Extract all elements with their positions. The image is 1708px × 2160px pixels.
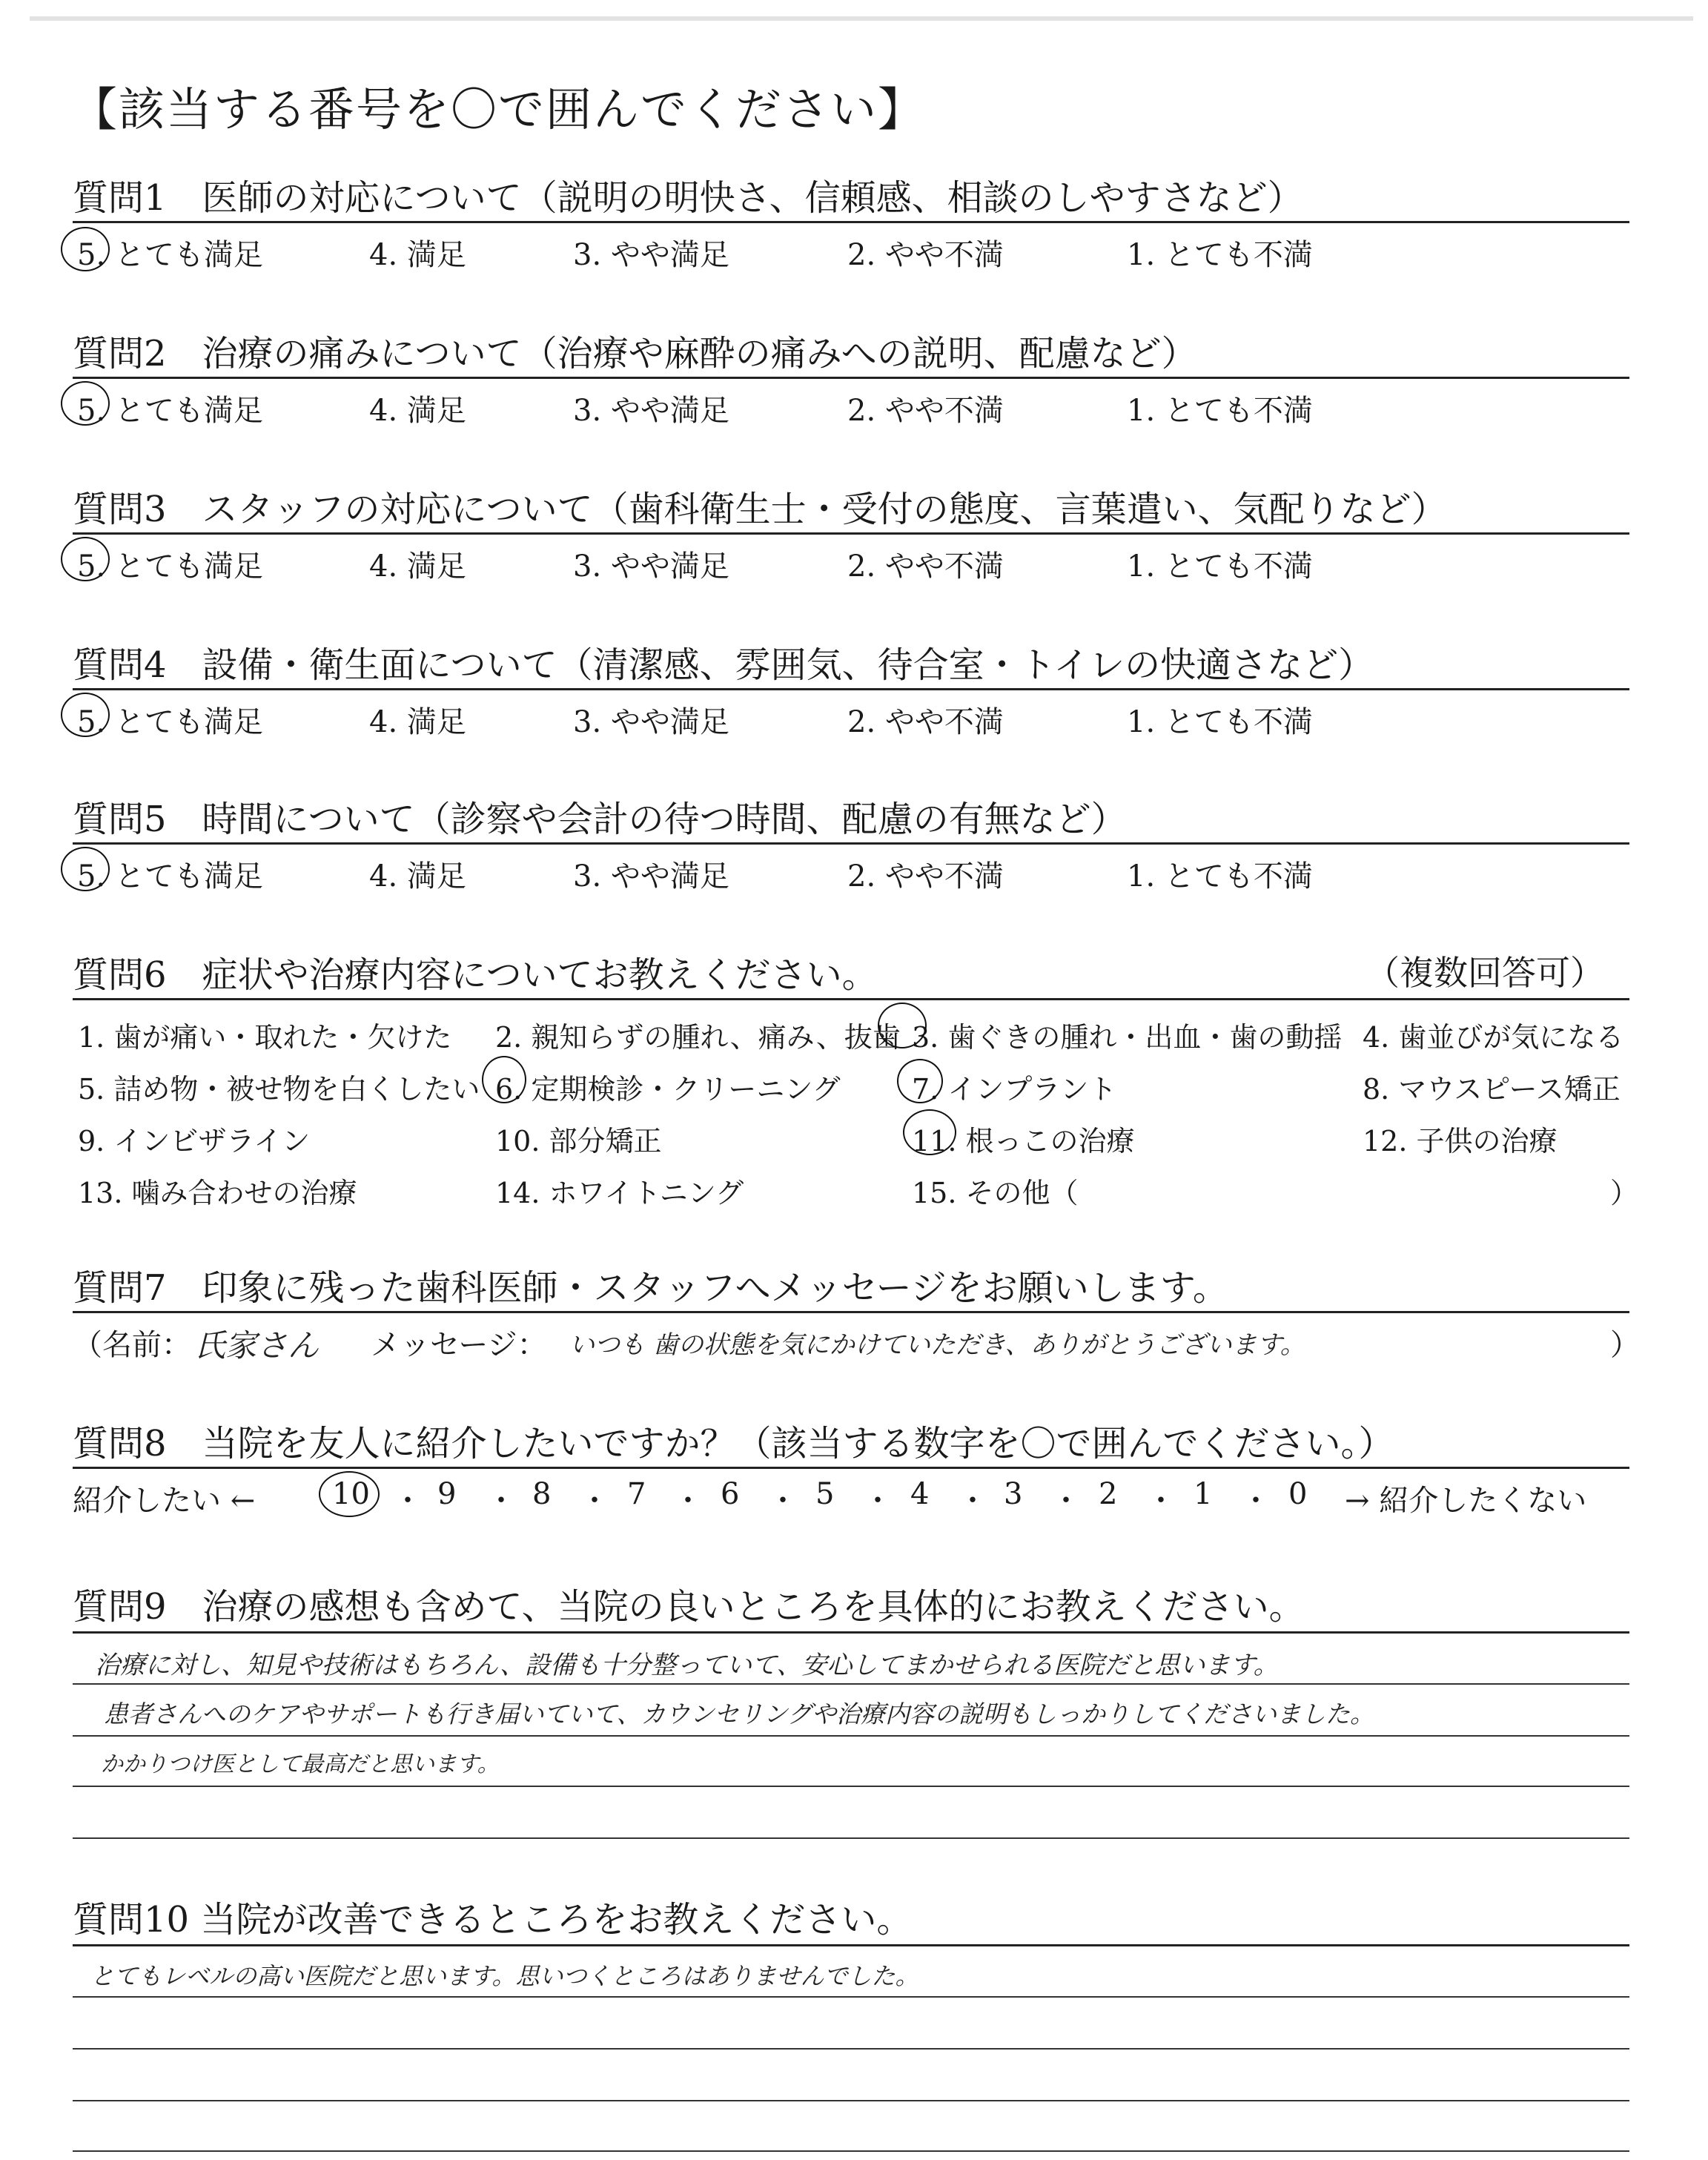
- q6-item-6[interactable]: 6. 定期検診・クリーニング: [495, 1073, 841, 1106]
- option-3[interactable]: 3. やや満足: [573, 705, 729, 739]
- q6-item-8[interactable]: 8. マウスピース矯正: [1363, 1073, 1621, 1106]
- message-close: ）: [1610, 1328, 1640, 1362]
- scale-9[interactable]: 9: [437, 1477, 457, 1511]
- question-1-title: 質問1 医師の対応について（説明の明快さ、信頼感、相談のしやすさなど）: [73, 177, 1303, 219]
- option-5[interactable]: 5. とても満足: [77, 705, 263, 739]
- scan-top-edge: [30, 16, 1693, 21]
- option-2[interactable]: 2. やや不満: [847, 394, 1004, 428]
- message-value[interactable]: いつも 歯の状態を気にかけていただき、ありがとうございます。: [569, 1330, 1305, 1360]
- q6-item-10[interactable]: 10. 部分矯正: [495, 1125, 662, 1157]
- scale-5[interactable]: 5: [815, 1477, 835, 1511]
- scale-separator: ・: [1241, 1484, 1271, 1518]
- option-3[interactable]: 3. やや満足: [573, 859, 729, 894]
- option-3[interactable]: 3. やや満足: [573, 394, 729, 428]
- option-4[interactable]: 4. 満足: [369, 394, 466, 428]
- q6-item-11[interactable]: 11. 根っこの治療: [912, 1125, 1135, 1157]
- form-header: 【該当する番号を〇で囲んでください】: [71, 82, 926, 136]
- answer-line: [73, 2048, 1629, 2050]
- q6-item-9[interactable]: 9. インビザライン: [78, 1125, 311, 1157]
- scale-10[interactable]: 10: [332, 1477, 370, 1511]
- option-1[interactable]: 1. とても不満: [1127, 394, 1313, 428]
- scale-3[interactable]: 3: [1004, 1477, 1023, 1511]
- option-5[interactable]: 5. とても満足: [77, 238, 263, 272]
- option-4[interactable]: 4. 満足: [369, 705, 466, 739]
- option-4[interactable]: 4. 満足: [369, 859, 466, 894]
- scale-1[interactable]: 1: [1194, 1477, 1213, 1511]
- q9-answer-line-3[interactable]: かかりつけ医として最高だと思います。: [101, 1751, 500, 1777]
- option-2[interactable]: 2. やや不満: [847, 705, 1004, 739]
- question-7-title: 質問7 印象に残った歯科医師・スタッフへメッセージをお願いします。: [73, 1267, 1228, 1309]
- option-5[interactable]: 5. とても満足: [77, 859, 263, 894]
- question-3-rule: [73, 532, 1629, 535]
- question-8-title: 質問8 当院を友人に紹介したいですか？（該当する数字を〇で囲んでください。）: [73, 1423, 1394, 1464]
- answer-line: [73, 1996, 1629, 1998]
- scale-8[interactable]: 8: [532, 1477, 552, 1511]
- q6-item-7[interactable]: 7. インプラント: [912, 1073, 1117, 1106]
- name-label: （名前：: [73, 1328, 191, 1362]
- q6-item-2[interactable]: 2. 親知らずの腫れ、痛み、抜歯: [495, 1021, 901, 1054]
- scale-4[interactable]: 4: [910, 1477, 930, 1511]
- scale-separator: ・: [673, 1484, 703, 1518]
- question-8-rule: [73, 1467, 1629, 1469]
- q6-item-3[interactable]: 3. 歯ぐきの腫れ・出血・歯の動揺: [912, 1021, 1343, 1054]
- answer-line: [73, 1837, 1629, 1839]
- scale-7[interactable]: 7: [627, 1477, 646, 1511]
- scale-right-label: → 紹介したくない: [1345, 1484, 1587, 1518]
- q6-item-4[interactable]: 4. 歯並びが気になる: [1363, 1021, 1624, 1054]
- answer-line: [73, 1786, 1629, 1787]
- option-2[interactable]: 2. やや不満: [847, 859, 1004, 894]
- question-7-rule: [73, 1311, 1629, 1313]
- selection-circle[interactable]: [903, 1109, 956, 1155]
- q6-item-15[interactable]: 15. その他（: [912, 1177, 1079, 1209]
- question-2-rule: [73, 377, 1629, 379]
- scale-separator: ・: [580, 1484, 609, 1518]
- option-1[interactable]: 1. とても不満: [1127, 549, 1313, 584]
- q9-answer-line-2[interactable]: 患者さんへのケアやサポートも行き届いていて、カウンセリングや治療内容の説明もしっかりしてくださいました。: [104, 1700, 1375, 1728]
- option-5[interactable]: 5. とても満足: [77, 394, 263, 428]
- scale-separator: ・: [863, 1484, 893, 1518]
- option-5[interactable]: 5. とても満足: [77, 549, 263, 584]
- question-5-rule: [73, 842, 1629, 845]
- option-1[interactable]: 1. とても不満: [1127, 238, 1313, 272]
- question-2-title: 質問2 治療の痛みについて（治療や麻酔の痛みへの説明、配慮など）: [73, 333, 1197, 374]
- answer-line: [73, 2100, 1629, 2101]
- scale-2[interactable]: 2: [1099, 1477, 1118, 1511]
- scale-separator: ・: [1051, 1484, 1081, 1518]
- question-5-title: 質問5 時間について（診察や会計の待つ時間、配慮の有無など）: [73, 799, 1127, 840]
- question-10-title: 質問10 当院が改善できるところをお教えください。: [73, 1899, 913, 1941]
- answer-line: [73, 1735, 1629, 1737]
- message-label: メッセージ：: [371, 1328, 547, 1362]
- question-9-rule: [73, 1631, 1629, 1634]
- option-2[interactable]: 2. やや不満: [847, 238, 1004, 272]
- option-4[interactable]: 4. 満足: [369, 238, 466, 272]
- question-3-title: 質問3 スタッフの対応について（歯科衛生士・受付の態度、言葉遣い、気配りなど）: [73, 489, 1447, 530]
- q10-answer-line-1[interactable]: とてもレベルの高い医院だと思います。思いつくところはありませんでした。: [90, 1962, 919, 1990]
- question-6-note: （複数回答可）: [1366, 953, 1604, 993]
- q6-item-12[interactable]: 12. 子供の治療: [1363, 1125, 1558, 1157]
- scale-separator: ・: [1146, 1484, 1176, 1518]
- option-2[interactable]: 2. やや不満: [847, 549, 1004, 584]
- selection-circle[interactable]: [482, 1056, 526, 1103]
- question-10-rule: [73, 1944, 1629, 1946]
- question-4-rule: [73, 688, 1629, 690]
- q9-answer-line-1[interactable]: 治療に対し、知見や技術はもちろん、設備も十分整っていて、安心してまかせられる医院だと思います。: [95, 1651, 1279, 1680]
- scale-6[interactable]: 6: [721, 1477, 740, 1511]
- scale-left-label: 紹介したい ←: [73, 1484, 256, 1518]
- scale-separator: ・: [768, 1484, 798, 1518]
- question-9-title: 質問9 治療の感想も含めて、当院の良いところを具体的にお教えください。: [73, 1586, 1305, 1628]
- option-3[interactable]: 3. やや満足: [573, 238, 729, 272]
- scale-separator: ・: [486, 1484, 516, 1518]
- question-6-title: 質問6 症状や治療内容についてお教えください。: [73, 954, 878, 996]
- option-3[interactable]: 3. やや満足: [573, 549, 729, 584]
- question-4-title: 質問4 設備・衛生面について（清潔感、雰囲気、待合室・トイレの快適さなど）: [73, 644, 1374, 686]
- question-1-rule: [73, 221, 1629, 223]
- answer-line: [73, 2150, 1629, 2152]
- q6-item-5[interactable]: 5. 詰め物・被せ物を白くしたい: [78, 1073, 480, 1106]
- question-6-rule: [73, 998, 1629, 1000]
- option-1[interactable]: 1. とても不満: [1127, 705, 1313, 739]
- scale-separator: ・: [958, 1484, 987, 1518]
- q6-item-15-close: ）: [1610, 1177, 1639, 1209]
- q6-item-13[interactable]: 13. 噛み合わせの治療: [78, 1177, 357, 1209]
- option-4[interactable]: 4. 満足: [369, 549, 466, 584]
- q6-item-1[interactable]: 1. 歯が痛い・取れた・欠けた: [78, 1021, 452, 1054]
- name-value[interactable]: 氏家さん: [194, 1327, 320, 1364]
- selection-circle[interactable]: [878, 1003, 927, 1048]
- scale-separator: ・: [393, 1484, 423, 1518]
- option-1[interactable]: 1. とても不満: [1127, 859, 1313, 894]
- selection-circle[interactable]: [897, 1059, 943, 1103]
- answer-line: [73, 1683, 1629, 1685]
- scale-0[interactable]: 0: [1288, 1477, 1308, 1511]
- q6-item-14[interactable]: 14. ホワイトニング: [495, 1177, 744, 1209]
